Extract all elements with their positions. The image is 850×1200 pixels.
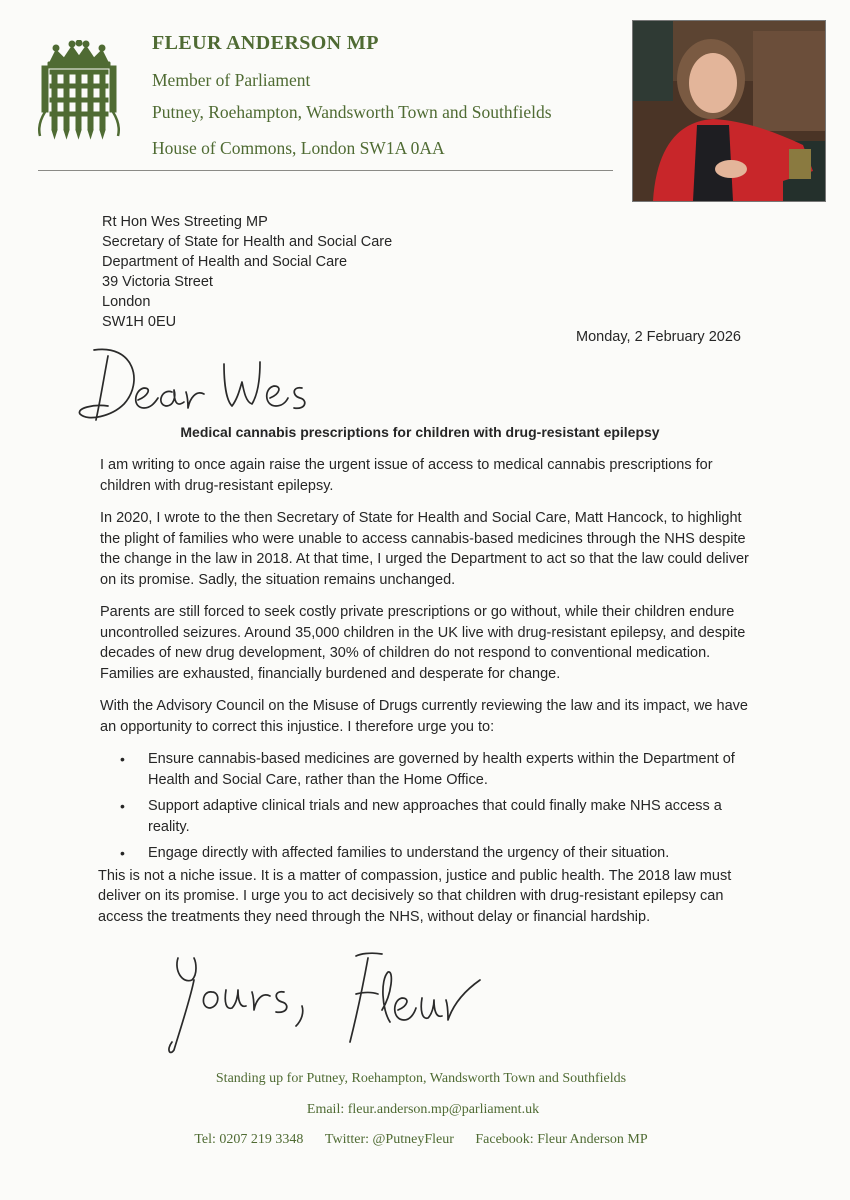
request-list <box>100 749 760 864</box>
body-paragraph: In 2020, I wrote to the then Secretary of State for Health and Social Care, Matt Hancock, to highlight the plight of families who were unable to access cannabis-based medicines through the NHS despite the change in the law in 2018. At that time, I urged the Department to act so that the law could deliver on its promise. Sadly, the situation remains unchanged. <box>100 510 749 588</box>
closing-paragraph: This is not a niche issue. It is a matter of compassion, justice and public health. The 2018 law must deliver on its promise. I urge you to act decisively so that children with drug-resistant epilepsy can access the treatments they need through the NHS, without delay or financial hardship. <box>98 867 732 925</box>
body-paragraph: With the Advisory Council on the Misuse of Drugs currently reviewing the law and its impact, we have an opportunity to correct this injustice. I therefore urge you to: <box>100 698 748 735</box>
letter-subject: Medical cannabis prescriptions for children with drug-resistant epilepsy <box>180 424 660 440</box>
body-paragraph: I am writing to once again raise the urgent issue of access to medical cannabis prescriptions for children with drug-resistant epilepsy. <box>100 457 713 494</box>
recipient-line: Department of Health and Social Care <box>102 254 348 270</box>
portcullis-emblem-icon <box>36 40 122 140</box>
recipient-line: London <box>102 294 151 310</box>
recipient-line: Rt Hon Wes Streeting MP <box>102 214 268 230</box>
letter-date: Monday, 2 February 2026 <box>576 329 741 345</box>
recipient-line: Secretary of State for Health and Social Care <box>102 234 393 250</box>
portrait-photo <box>632 20 826 202</box>
footer-contacts <box>0 1132 846 1148</box>
letterhead-role: Member of Parliament <box>152 70 311 90</box>
handwritten-signoff <box>160 950 500 1060</box>
handwritten-salutation <box>74 342 334 430</box>
request-item: • Support adaptive clinical trials and new approaches that could finally make NHS access a reality. <box>120 796 760 837</box>
recipient-line: 39 Victoria Street <box>102 274 213 290</box>
request-item: • Ensure cannabis-based medicines are governed by health experts within the Department of Health and Social Care, rather than the Home Office. <box>120 749 760 790</box>
letterhead-address: House of Commons, London SW1A 0AA <box>152 138 445 158</box>
footer-facebook: Facebook: Fleur Anderson MP <box>475 1132 648 1147</box>
letterhead-constituency: Putney, Roehampton, Wandsworth Town and Southfields <box>152 102 552 122</box>
letterhead-divider <box>38 170 613 171</box>
footer-twitter: Twitter: @PutneyFleur <box>324 1132 454 1147</box>
body-paragraph: Parents are still forced to seek costly private prescriptions or go without, while their children endure uncontrolled seizures. Around 35,000 children in the UK live with drug-resistant epilepsy, and despite decades of new drug development, 30% of children do not respond to conventional medication. Families are exhausted, financially burdened and desperate for change. <box>100 604 746 682</box>
footer-telephone: Tel: 0207 219 3348 <box>194 1132 304 1147</box>
footer-tagline: Standing up for Putney, Roehampton, Wandsworth Town and Southfields <box>215 1071 627 1086</box>
letter-body <box>100 455 760 939</box>
footer-email: Email: fleur.anderson.mp@parliament.uk <box>306 1102 540 1117</box>
request-item: • Engage directly with affected families to understand the urgency of their situation. <box>120 843 760 864</box>
recipient-line: SW1H 0EU <box>102 314 177 330</box>
letterhead-name: FLEUR ANDERSON MP <box>152 32 379 54</box>
recipient-address <box>102 212 392 332</box>
